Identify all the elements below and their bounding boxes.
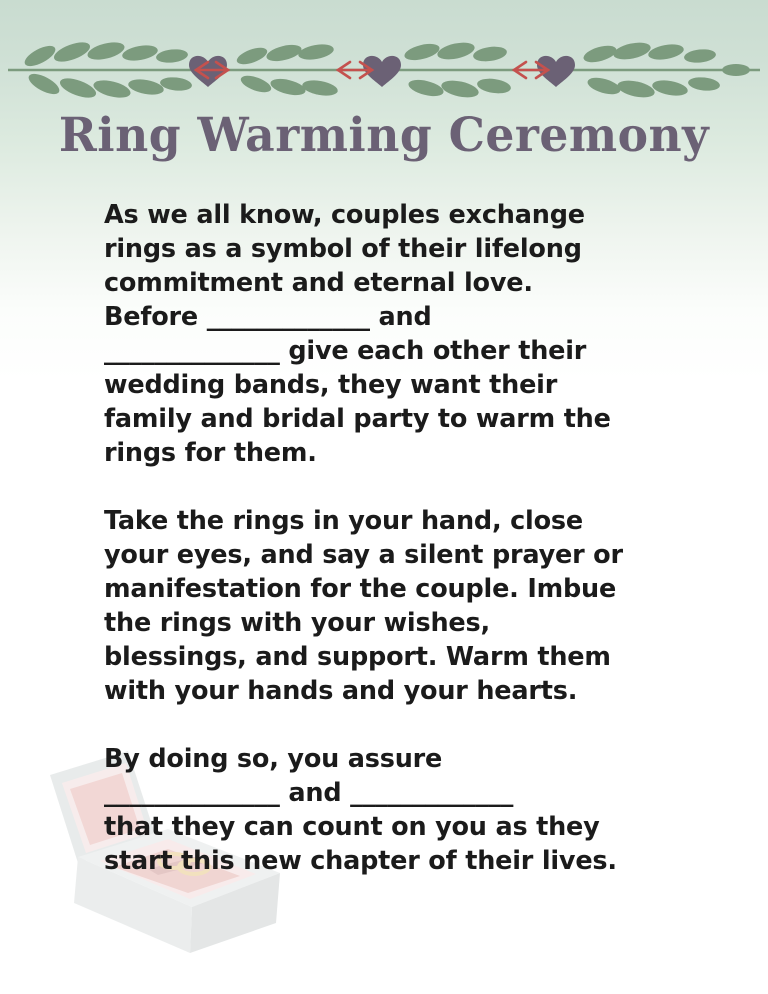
text-line: that they can count on you as they <box>104 812 600 842</box>
text-line: the rings with your wishes, <box>104 608 490 638</box>
text-line: ______________ and _____________ <box>104 778 514 808</box>
text-line: rings as a symbol of their lifelong <box>104 234 582 264</box>
text-line: As we all know, couples exchange <box>104 200 585 230</box>
text-line: family and bridal party to warm the <box>104 404 611 434</box>
paragraph-3 <box>104 742 670 878</box>
ceremony-text <box>104 198 670 878</box>
paragraph-1 <box>104 198 670 470</box>
text-line: wedding bands, they want their <box>104 370 558 400</box>
paragraph-2 <box>104 504 670 708</box>
text-line: your eyes, and say a silent prayer or <box>104 540 623 570</box>
page-title: Ring Warming Ceremony <box>58 108 710 163</box>
text-line: commitment and eternal love. <box>104 268 533 298</box>
text-line: blessings, and support. Warm them <box>104 642 611 672</box>
text-line: By doing so, you assure <box>104 744 443 774</box>
text-line: with your hands and your hearts. <box>104 676 578 706</box>
text-line: rings for them. <box>104 438 317 468</box>
text-line: ______________ give each other their <box>104 336 587 366</box>
text-line: start this new chapter of their lives. <box>104 846 617 876</box>
text-line: manifestation for the couple. Imbue <box>104 574 617 604</box>
leafy-vine-border <box>0 30 768 100</box>
text-line: Take the rings in your hand, close <box>104 506 583 536</box>
text-line: Before _____________ and <box>104 302 432 332</box>
